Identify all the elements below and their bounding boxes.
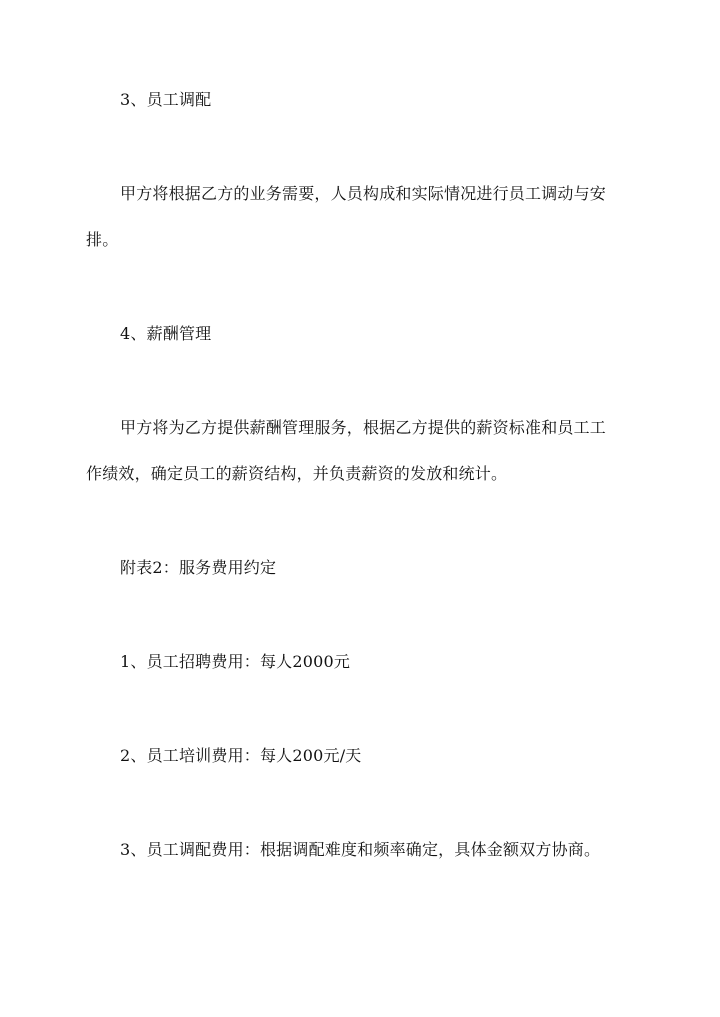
appendix-title: 附表2：服务费用约定	[120, 558, 277, 577]
section-3-body-line-1: 甲方将根据乙方的业务需要，人员构成和实际情况进行员工调动与安	[120, 184, 607, 203]
section-3-heading: 3、员工调配	[120, 90, 212, 109]
section-4-heading: 4、薪酬管理	[120, 324, 212, 343]
section-4-body-line-2: 作绩效，确定员工的薪资结构，并负责薪资的发放和统计。	[86, 464, 508, 483]
fee-item-recruitment: 1、员工招聘费用：每人2000元	[120, 652, 351, 671]
section-3-body-line-2: 排。	[86, 230, 119, 249]
fee-item-training: 2、员工培训费用：每人200元/天	[120, 746, 362, 765]
section-4-body-line-1: 甲方将为乙方提供薪酬管理服务，根据乙方提供的薪资标准和员工工	[120, 418, 607, 437]
fee-item-allocation: 3、员工调配费用：根据调配难度和频率确定，具体金额双方协商。	[120, 840, 601, 859]
